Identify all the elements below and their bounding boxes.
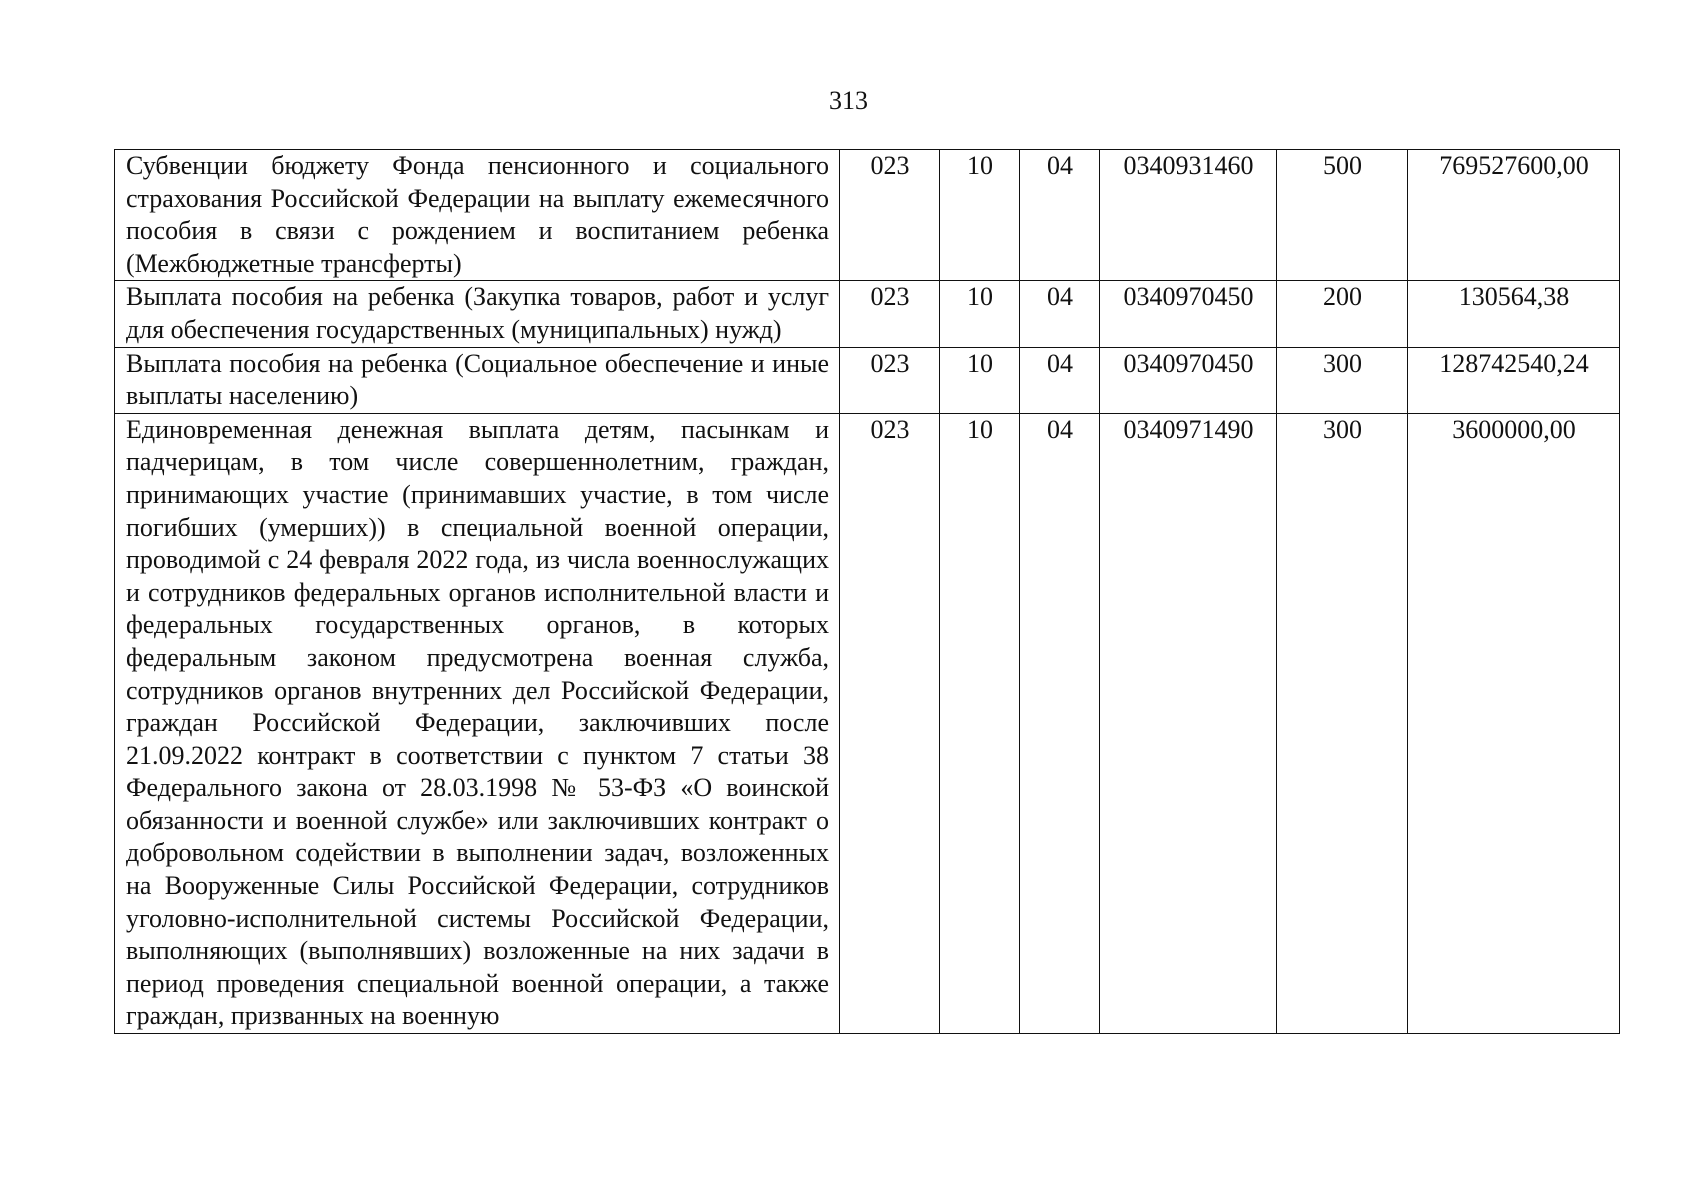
row-section-code: 10 <box>940 281 1020 347</box>
row-target-article-code: 0340970450 <box>1100 347 1277 413</box>
row-target-article-code: 0340931460 <box>1100 150 1277 281</box>
row-expense-type-code: 300 <box>1277 347 1408 413</box>
row-target-article-code: 0340971490 <box>1100 413 1277 1033</box>
row-description: Выплата пособия на ребенка (Закупка товаров, работ и услуг для обеспечения государственных (муниципальных) нужд) <box>115 281 840 347</box>
row-amount: 3600000,00 <box>1408 413 1620 1033</box>
row-section-code: 10 <box>940 347 1020 413</box>
row-amount: 769527600,00 <box>1408 150 1620 281</box>
row-grbs-code: 023 <box>840 150 940 281</box>
row-subsection-code: 04 <box>1020 150 1100 281</box>
row-grbs-code: 023 <box>840 347 940 413</box>
row-section-code: 10 <box>940 150 1020 281</box>
row-section-code: 10 <box>940 413 1020 1033</box>
budget-table <box>114 149 1620 1034</box>
row-description: Выплата пособия на ребенка (Социальное обеспечение и иные выплаты населению) <box>115 347 840 413</box>
row-amount: 128742540,24 <box>1408 347 1620 413</box>
row-subsection-code: 04 <box>1020 347 1100 413</box>
row-subsection-code: 04 <box>1020 281 1100 347</box>
page-number: 313 <box>829 86 868 115</box>
row-expense-type-code: 500 <box>1277 150 1408 281</box>
row-description: Субвенции бюджету Фонда пенсионного и социального страхования Российской Федерации на выплату ежемесячного пособия в связи с рождением и воспитанием ребенка (Межбюджетные трансферты) <box>115 150 840 281</box>
row-expense-type-code: 300 <box>1277 413 1408 1033</box>
row-subsection-code: 04 <box>1020 413 1100 1033</box>
row-expense-type-code: 200 <box>1277 281 1408 347</box>
row-amount: 130564,38 <box>1408 281 1620 347</box>
row-description: Единовременная денежная выплата детям, пасынкам и падчерицам, в том числе совершеннолетним, граждан, принимающих участие (принимавших участие, в том числе погибших (умерших)) в специальной военной операции, проводимой с 24 февраля 2022 года, из числа военнослужащих и сотрудников федеральных органов исполнительной власти и федеральных государственных органов, в которых федеральным законом предусмотрена военная служба, сотрудников органов внутренних дел Российской Федерации, граждан Российской Федерации, заключивших после 21.09.2022 контракт в соответствии с пунктом 7 статьи 38 Федерального закона от 28.03.1998 № 53-ФЗ «О воинской обязанности и военной службе» или заключивших контракт о добровольном содействии в выполнении задач, возложенных на Вооруженные Силы Российской Федерации, сотрудников уголовно-исполнительной системы Российской Федерации, выполняющих (выполнявших) возложенные на них задачи в период проведения специальной военной операции, а также граждан, призванных на военную <box>115 413 840 1033</box>
row-grbs-code: 023 <box>840 413 940 1033</box>
row-grbs-code: 023 <box>840 281 940 347</box>
table-row <box>115 347 1620 413</box>
table-row <box>115 150 1620 281</box>
table-row <box>115 413 1620 1033</box>
row-target-article-code: 0340970450 <box>1100 281 1277 347</box>
table-row <box>115 281 1620 347</box>
